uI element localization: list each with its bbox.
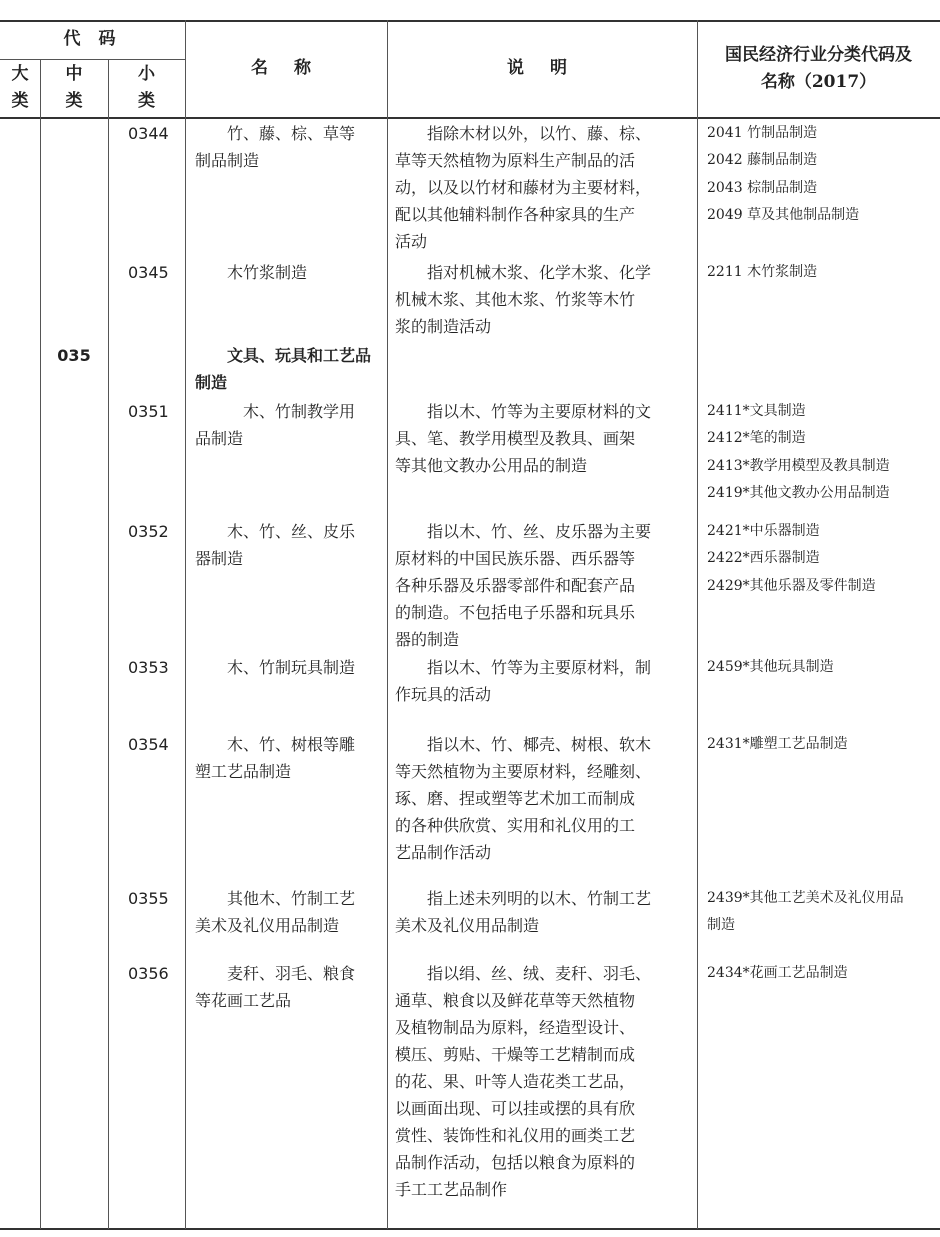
row-0344-refs: 2041 竹制品制造 2042 藤制品制造 2043 棕制品制造 2049 草及其他制品制造 xyxy=(707,125,860,223)
col-divider-5 xyxy=(697,20,698,1229)
middle-category-code: 035 xyxy=(57,346,91,365)
header-major-1: 大 xyxy=(11,64,29,84)
row-0356-code: 0356 xyxy=(128,964,169,983)
row-0351-desc: 指以木、竹等为主要原材料的文 具、笔、教学用模型及教具、画架 等其他文教办公用品的制造 xyxy=(395,402,652,475)
row-0355-desc: 指上述未列明的以木、竹制工艺 美术及礼仪用品制造 xyxy=(395,889,652,935)
row-0344-desc: 指除木材以外，以竹、藤、棕、 草等天然植物为原料生产制品的活 动，以及以竹材和藤材为主要材料， 配以其他辅料制作各种家具的生产 活动 xyxy=(395,124,652,251)
row-0345-refs: 2211 木竹浆制造 xyxy=(707,264,818,280)
group-title-line-2: 制造 xyxy=(195,373,228,392)
col-divider-4 xyxy=(387,20,388,1229)
row-0354-code: 0354 xyxy=(128,735,169,754)
row-0351-name: 木、竹制教学用 品制造 xyxy=(195,402,356,448)
header-code-divider xyxy=(0,59,185,60)
row-0344-name: 竹、藤、棕、草等 制品制造 xyxy=(195,124,356,170)
col-divider-3 xyxy=(185,20,186,1229)
header-middle-1: 中 xyxy=(65,64,83,84)
row-0352-name: 木、竹、丝、皮乐 器制造 xyxy=(195,522,356,568)
row-0344-code: 0344 xyxy=(128,124,169,143)
row-0351-code: 0351 xyxy=(128,402,169,421)
row-0355-code: 0355 xyxy=(128,889,169,908)
header-ref-1: 国民经济行业分类代码及 xyxy=(725,45,912,65)
group-title xyxy=(195,342,380,396)
row-0353-refs: 2459*其他玩具制造 xyxy=(707,659,834,675)
row-0356-refs: 2434*花画工艺品制造 xyxy=(707,965,848,981)
header-code: 代 码 xyxy=(63,29,122,49)
row-0356-name: 麦秆、羽毛、粮食 等花画工艺品 xyxy=(195,964,356,1010)
header-minor-1: 小 xyxy=(138,64,155,84)
group-title-line-1: 文具、玩具和工艺品 xyxy=(227,346,372,365)
table-bottom-border xyxy=(0,1228,940,1230)
row-0345-desc: 指对机械木浆、化学木浆、化学 机械木浆、其他木浆、竹浆等木竹 浆的制造活动 xyxy=(395,263,652,336)
row-0352-refs: 2421*中乐器制造 2422*西乐器制造 2429*其他乐器及零件制造 xyxy=(707,523,876,594)
row-0355-refs: 2439*其他工艺美术及礼仪用品 制造 xyxy=(707,890,904,934)
row-0353-code: 0353 xyxy=(128,658,169,677)
row-0356-desc: 指以绢、丝、绒、麦秆、羽毛、 通草、粮食以及鲜花草等天然植物 及植物制品为原料，经造型设计、 模压、剪贴、干燥等工艺精制而成 的花、果、叶等人造花类工艺品， 以画面出现、可以挂或摆的具有欣 赏性、装饰性和礼仪用的画类工艺 品制作活动，包括以粮食为原料的 手工工艺品制作 xyxy=(395,964,652,1199)
header-minor-2: 类 xyxy=(138,91,155,111)
row-0353-desc: 指以木、竹等为主要原材料，制 作玩具的活动 xyxy=(395,658,652,704)
row-0353-name: 木、竹制玩具制造 xyxy=(227,658,356,677)
row-0351-refs: 2411*文具制造 2412*笔的制造 2413*教学用模型及教具制造 2419*其他文教办公用品制造 xyxy=(707,403,890,501)
table-top-border xyxy=(0,20,940,22)
row-0354-name: 木、竹、树根等雕 塑工艺品制造 xyxy=(195,735,356,781)
row-0352-code: 0352 xyxy=(128,522,169,541)
header-major-2: 类 xyxy=(11,91,29,111)
col-divider-2 xyxy=(108,59,109,1229)
header-middle-2: 类 xyxy=(65,91,83,111)
row-0345-name: 木竹浆制造 xyxy=(227,263,308,282)
row-0352-desc: 指以木、竹、丝、皮乐器为主要 原材料的中国民族乐器、西乐器等 各种乐器及乐器零部件和配套产品 的制造。不包括电子乐器和玩具乐 器的制造 xyxy=(395,522,652,649)
row-0355-name: 其他木、竹制工艺 美术及礼仪用品制造 xyxy=(195,889,356,935)
col-divider-1 xyxy=(40,59,41,1229)
row-0354-desc: 指以木、竹、椰壳、树根、软木 等天然植物为主要原材料，经雕刻、 琢、磨、捏或塑等艺术加工而制成 的各种供欣赏、实用和礼仪用的工 艺品制作活动 xyxy=(395,735,652,862)
row-0345-code: 0345 xyxy=(128,263,169,282)
header-name: 名 称 xyxy=(251,58,321,78)
header-desc: 说 明 xyxy=(507,58,577,78)
header-ref-2: 名称（2017） xyxy=(760,72,877,92)
header-bottom-border xyxy=(0,117,940,119)
row-0354-refs: 2431*雕塑工艺品制造 xyxy=(707,736,848,752)
